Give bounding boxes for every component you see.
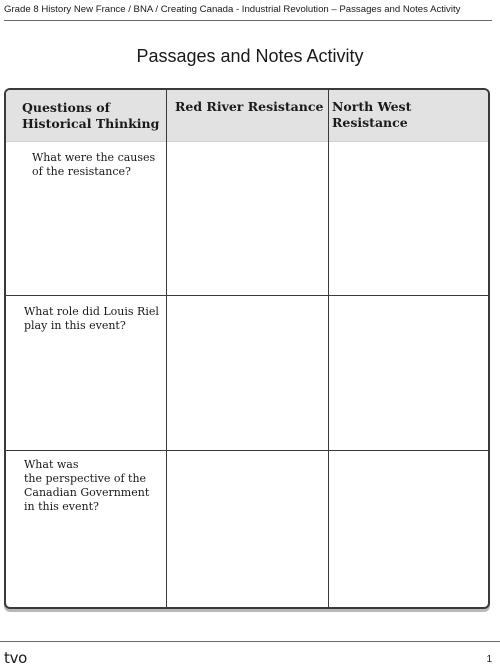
column-divider	[166, 90, 167, 607]
answer-cell-red-river-government[interactable]	[168, 452, 326, 604]
header-divider	[4, 20, 492, 21]
column-divider	[328, 90, 329, 607]
column-header-questions: Questions of Historical Thinking	[22, 100, 160, 131]
column-header-red-river: Red River Resistance	[175, 99, 324, 114]
footer-divider	[0, 641, 500, 642]
column-header-north-west: North West Resistance	[332, 99, 412, 130]
page-title: Passages and Notes Activity	[136, 46, 364, 66]
answer-cell-north-west-government[interactable]	[330, 452, 488, 604]
answer-cell-red-river-causes[interactable]	[168, 142, 326, 294]
answer-cell-red-river-riel[interactable]	[168, 297, 326, 449]
row-divider	[6, 295, 488, 296]
row-divider	[6, 450, 488, 451]
answer-cell-north-west-causes[interactable]	[330, 142, 488, 294]
answer-cell-north-west-riel[interactable]	[330, 297, 488, 449]
question-government-perspective: What was the perspective of the Canadian Government in this event?	[24, 458, 150, 513]
question-louis-riel-role: What role did Louis Riel play in this event?	[24, 305, 159, 332]
activity-table	[4, 88, 490, 609]
tvo-logo: tvo	[4, 649, 28, 667]
breadcrumb: Grade 8 History New France / BNA / Creating Canada - Industrial Revolution – Passages and Notes Activity	[4, 4, 461, 15]
page-number: 1	[486, 654, 492, 665]
question-causes: What were the causes of the resistance?	[32, 151, 156, 178]
table-header-row	[6, 90, 488, 142]
